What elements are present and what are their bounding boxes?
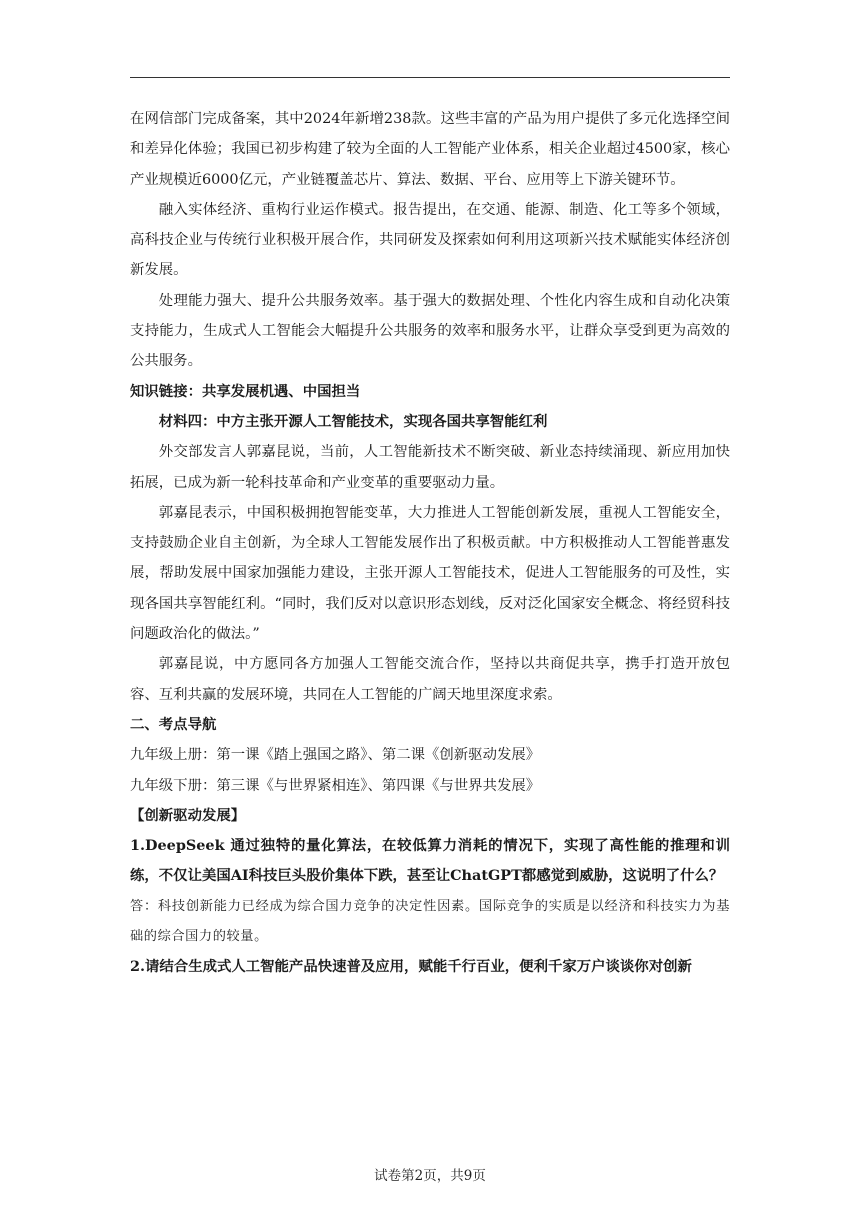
textbook-lower: 九年级下册：第三课《与世界紧相连》、第四课《与世界共发展》 bbox=[130, 777, 541, 794]
material-four-heading: 材料四：中方主张开源人工智能技术，实现各国共享智能红利 bbox=[158, 412, 548, 430]
paragraph-china-position: 郭嘉昆表示，中国积极拥抱智能变革，大力推进人工智能创新发展，重视人工智能安全，支持鼓励企业自主创新，为全球人工智能发展作出了积极贡献。中方积极推动人工智能普惠发展，帮助发展中国家加强能力建设，主张开源人工智能技术，促进人工智能服务的可及性，实现各国共享智能红利。“同时，我们反对以意识形态划线，反对泛化国家安全概念、将经贸科技问题政治化的做法。” bbox=[130, 504, 730, 643]
section-two-heading: 二、考点导航 bbox=[130, 715, 217, 733]
paragraph-real-economy: 融入实体经济、重构行业运作模式。报告提出，在交通、能源、制造、化工等多个领域，高科技企业与传统行业积极开展合作，共同研发及探索如何利用这项新兴技术赋能实体经济创新发展。 bbox=[130, 201, 730, 279]
paragraph-cooperation: 郭嘉昆说，中方愿同各方加强人工智能交流合作，坚持以共商促共享，携手打造开放包容、互利共赢的发展环境，共同在人工智能的广阔天地里深度求索。 bbox=[130, 656, 730, 703]
paragraph-spokesperson: 外交部发言人郭嘉昆说，当前，人工智能新技术不断突破、新业态持续涌现、新应用加快拓展，已成为新一轮科技革命和产业变革的重要驱动力量。 bbox=[130, 444, 730, 491]
topic-heading-innovation: 【创新驱动发展】 bbox=[130, 806, 246, 824]
paragraph-industry-system: 在网信部门完成备案，其中2024年新增238款。这些丰富的产品为用户提供了多元化选择空间和差异化体验；我国已初步构建了较为全面的人工智能产业体系，相关企业超过4500家，核心产业规模近6000亿元，产业链覆盖芯片、算法、数据、平台、应用等上下游关键环节。 bbox=[130, 111, 730, 188]
knowledge-link-heading: 知识链接：共享发展机遇、中国担当 bbox=[130, 382, 361, 400]
question-2: 2.请结合生成式人工智能产品快速普及应用，赋能千行百业，便利千家万户谈谈你对创新 bbox=[130, 958, 692, 976]
paragraph-public-service: 处理能力强大、提升公共服务效率。基于强大的数据处理、个性化内容生成和自动化决策支持能力，生成式人工智能会大幅提升公共服务的效率和服务水平，让群众享受到更为高效的公共服务。 bbox=[130, 292, 730, 370]
question-1: 1.DeepSeek 通过独特的量化算法，在较低算力消耗的情况下，实现了高性能的推理和训练，不仅让美国AI科技巨头股价集体下跌，甚至让ChatGPT都感觉到威胁，这说明了什么？ bbox=[130, 837, 730, 885]
page-footer: 试卷第2页，共9页 bbox=[374, 1168, 486, 1184]
document-body bbox=[130, 104, 730, 983]
answer-1: 答：科技创新能力已经成为综合国力竞争的决定性因素。国际竞争的实质是以经济和科技实力为基础的综合国力的较量。 bbox=[130, 898, 730, 945]
textbook-upper: 九年级上册：第一课《踏上强国之路》、第二课《创新驱动发展》 bbox=[130, 747, 541, 764]
header-rule bbox=[130, 77, 730, 78]
